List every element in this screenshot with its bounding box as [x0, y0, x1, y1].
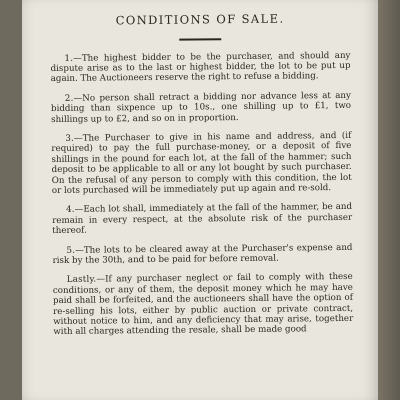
conditions-text — [50, 11, 353, 347]
clause-number: Lastly. — [66, 274, 97, 286]
clause-number: 5. — [66, 245, 76, 256]
title-divider — [179, 38, 221, 40]
clause-4 — [52, 202, 352, 236]
clause-5 — [52, 242, 352, 266]
clause-2 — [51, 91, 351, 125]
clause-text: —If any purchaser neglect or fail to comply with these conditions, or any of them, the deposit money which he may have paid shall be forfeited, and the auctioneers shall have the option of re-selling his lots, either by public auction or private contract, without notice to him, and any deficiency that may arise, together with all charges attending the resale, shall be made good — [52, 272, 354, 338]
clause-lastly — [53, 272, 354, 338]
clause-text: —No person shall retract a bidding nor advance less at any bidding than sixpence up to 10s., one shilling up to £1, two shillings up to £2, and so on in proportion. — [50, 90, 352, 125]
page-edge-shadow — [378, 0, 400, 400]
clause-text: —The highest bidder to be the purchaser, and should any dispute arise as to the last or highest bidder, the lot to be put up again. The Auctioneers reserve the right to refuse a bidding. — [50, 50, 351, 85]
document-page — [22, 0, 378, 400]
clause-number: 3. — [65, 133, 75, 144]
clause-3 — [51, 131, 352, 197]
clause-1 — [50, 50, 350, 84]
clause-text: —Each lot shall, immediately at the fall of the hammer, be and remain in every respect, at the absolute risk of the purchaser thereof. — [52, 202, 353, 237]
clause-number: 4. — [66, 205, 75, 216]
clause-number: 1. — [64, 53, 74, 64]
clause-text: —The Purchaser to give in his name and address, and (if required) to pay the full purchase-money, or a deposit of five shillings in the pound for each lot, at the fall of the hammer; such deposit to be applicable to all or any lot bought by such purchaser. On the refusal of any person to comply with this condition, the lot or lots purchased will be immediately put up again and re-sold. — [51, 130, 352, 196]
page-title: CONDITIONS OF SALE. — [115, 11, 285, 28]
clause-number: 2. — [64, 93, 74, 104]
clause-text: —The lots to be cleared away at the Purchaser's expense and risk by the 30th, and to be paid for before removal. — [52, 242, 353, 266]
